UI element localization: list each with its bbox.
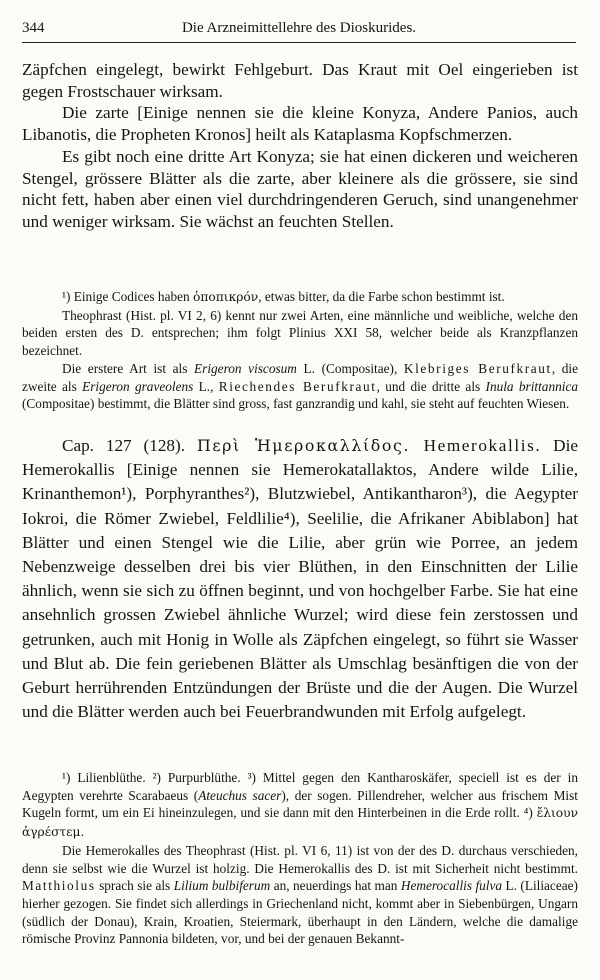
species-name: Ateuchus sacer: [198, 787, 282, 803]
paragraph: Zäpfchen eingelegt, bewirkt Fehlgeburt. Das Kraut mit Oel eingerieben ist gegen Frostschauer wirksam.: [22, 60, 578, 101]
species-name: Erigeron graveolens: [82, 378, 194, 394]
greek-word: ἔλιουν ἀγρέστεμ.: [22, 806, 578, 840]
greek-word: ὀποπικρόν: [193, 290, 259, 304]
chapter-name: Hemerokallis.: [410, 436, 542, 455]
page-number: 344: [22, 20, 45, 36]
chapter-127: [22, 434, 578, 724]
species-name: Hemerocallis fulva: [400, 878, 503, 894]
species-name: Erigeron viscosum: [194, 360, 297, 376]
chapter-heading: Cap. 127 (128).: [62, 436, 197, 455]
author-name: Matthiolus: [22, 878, 96, 894]
commentary: Theophrast (Hist. pl. VI 2, 6) kennt nur zwei Arten, eine männliche und weibliche, welche den beiden ersten des D. entsprechen; ihm folgt Plinius XXI 58, welcher beide als Kranzpflanzen bezeichnet.: [22, 307, 578, 359]
chapter-text: Die Hemerokallis [Einige nennen sie Hemerokatallaktos, Andere wilde Lilie, Krinanthemon¹), Porphyranthes²), Blutzwiebel, Antikantharon³), die Aegypter Iokroi, die Römer Zwiebel, Feldlilie⁴), Seelilie, die Afrikaner Abiblabon] hat Blätter und einen Stengel wie die Lilie, aber grün wie Porree, an jedem Nebenzweige desselben drei bis vier Blüthen, in den Einschnitten der Lilie ähnlich, wenn sie sich zu öffnen beginnt, und von hochgelber Farbe. Sie hat eine ansehnlich grossen Zwiebel ähnliche Wurzel; wird diese fein zerstossen und getrunken, auch mit Honig in Wolle als Zäpfchen eingelegt, so führt sie Wasser und Blut ab. Die fein geriebenen Blätter als Umschlag besänftigen die von der Geburt herrührenden Entzündungen der Brüste und die der Augen. Die Wurzel und die Blätter werden auch bei Feuerbrandwunden mit Erfolg aufgelegt.: [22, 436, 578, 722]
commentary: Die erstere Art ist als Erigeron viscosum L. (Compositae), Klebriges Berufkraut, die zweite als Erigeron graveolens L., Riechendes Berufkraut, und die dritte als Inula brittannica (Compositae) bestimmt, die Blätter sind gross, fast ganzrandig und kahl, sie steht auf feuchten Wiesen.: [22, 360, 579, 412]
page-header: [22, 18, 576, 43]
paragraph: Es gibt noch eine dritte Art Konyza; sie hat einen dickeren und weicheren Stengel, grössere Blätter als die zarte, aber kleinere als die grössere, sie sind nicht fett, haben aber einen viel durchdringenderen Geruch, sind unangenehmer und weniger wirksam. Sie wächst an feuchten Stellen.: [22, 146, 578, 231]
main-text-top: [22, 59, 578, 233]
footnotes-bottom: [22, 769, 578, 948]
common-name: Klebriges Berufkraut: [403, 360, 552, 376]
commentary: Die Hemerokalles des Theophrast (Hist. pl. VI 6, 11) ist von der des D. durchaus verschieden, denn sie selbst wie die Wurzel ist holzig. Die Hemerokallis des D. ist mit Sicherheit nicht bestimmt. Matthiolus sprach sie als Lilium bulbiferum an, neuerdings hat man Hemerocallis fulva L. (Liliaceae) hierher gezogen. Sie findet sich allerdings in Griechenland nicht, kommt aber in Siebenbürgen, Ungarn (südlich der Donau), Krain, Kroatien, Steiermark, überhaupt in den Ländern, welche die damalige römische Provinz Pannonia bildeten, vor, und bei der genauen Bekannt-: [22, 842, 578, 947]
footnote: ¹) Lilienblüthe. ²) Purpurblüthe. ³) Mittel gegen den Kantharoskäfer, speciell ist es der in Aegypten verehrte Scarabaeus (Ateuchus sacer), der sogen. Pillendreher, welcher aus frischem Mist Kugeln formt, um ein Ei hineinzulegen, und sie dann mit den Hinterbeinen in die Erde rollt. ⁴) ἔλιουν ἀγρέστεμ.: [22, 770, 578, 840]
footnotes-top: [22, 288, 578, 413]
species-name: Lilium bulbiferum: [173, 878, 271, 894]
footnote: ¹) Einige Codices haben ὀποπικρόν, etwas bitter, da die Farbe schon bestimmt ist.: [62, 289, 505, 304]
paragraph: Die zarte [Einige nennen sie die kleine Konyza, Andere Panios, auch Libanotis, die Propheten Kronos] heilt als Kataplasma Kopfschmerzen.: [22, 103, 578, 145]
chapter-paragraph: [22, 434, 578, 724]
species-name: Inula brittannica: [485, 378, 579, 394]
greek-title: Περὶ Ἡμεροκαλλίδος.: [196, 436, 411, 455]
running-title: Die Arzneimittellehre des Dioskurides.: [181, 20, 417, 36]
common-name: Riechendes Berufkraut: [218, 378, 377, 394]
